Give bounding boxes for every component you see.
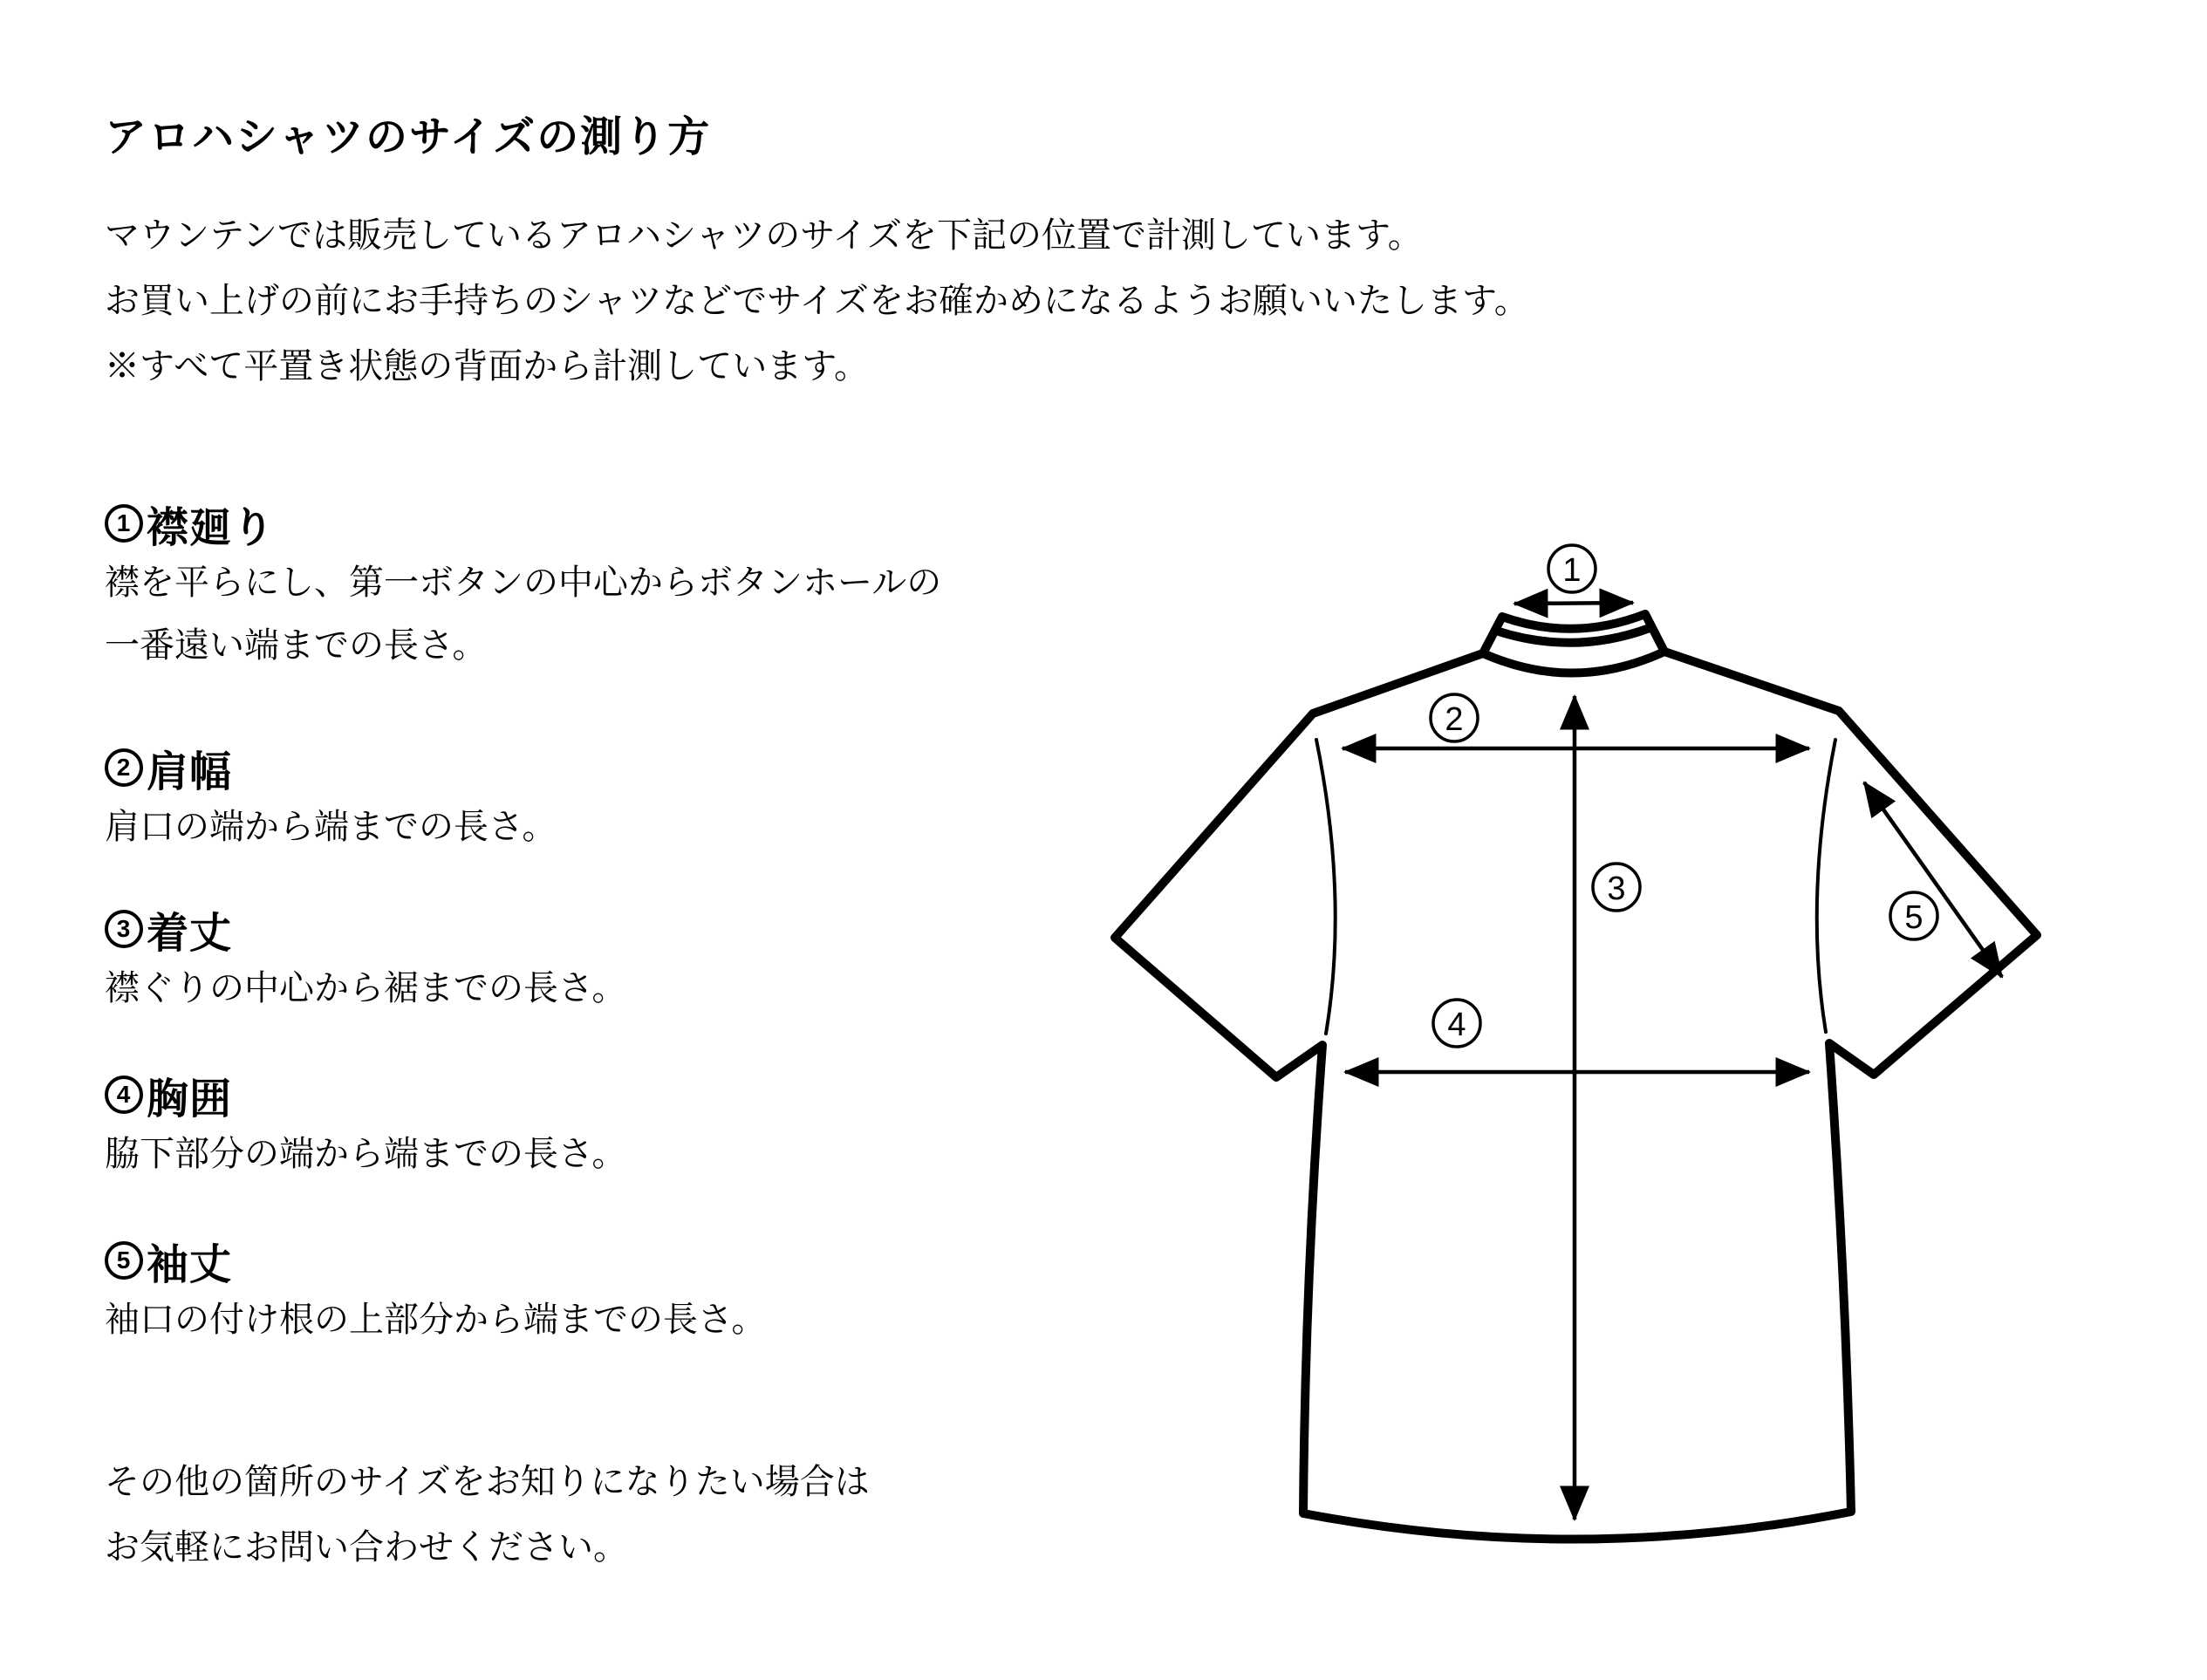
section-heading-text: 肩幅 <box>147 748 233 796</box>
arrow-collar-width <box>1514 603 1633 604</box>
circled-number-4: 4 <box>105 1076 143 1114</box>
measurement-arrows <box>1343 603 2002 1520</box>
circled-number-1: 1 <box>105 504 143 543</box>
section-heading-text: 着丈 <box>147 910 233 957</box>
footer-line-2: お気軽にお問い合わせください。 <box>105 1528 628 1567</box>
label-number: 2 <box>1445 701 1464 738</box>
label-number: 3 <box>1607 871 1626 907</box>
description-line: 脇下部分の端から端までの長さ。 <box>105 1135 627 1173</box>
circled-number-2: 2 <box>105 748 143 787</box>
description-line: 襟ぐりの中心から裾までの長さ。 <box>105 969 627 1007</box>
label-2-shoulder <box>1431 694 1478 741</box>
intro-line-3: ※すべて平置き状態の背面から計測しています。 <box>105 347 869 386</box>
intro-line-2: お買い上げの前にお手持ちのシャツなどでサイズをお確かめになるようお願いいたします。 <box>105 282 1529 320</box>
left-armhole-seam <box>1316 740 1336 1034</box>
label-number: 4 <box>1447 1007 1466 1043</box>
description-line: 一番遠い端までの長さ。 <box>105 626 488 665</box>
section-heading-text: 襟廻り <box>147 504 276 551</box>
section-heading-text: 袖丈 <box>147 1241 233 1288</box>
description-line: 襟を平らにし、第一ボタンの中心からボタンホールの <box>105 563 942 602</box>
circled-number-3: 3 <box>105 910 143 948</box>
right-armhole-seam <box>1817 740 1835 1032</box>
label-1-collar <box>1548 545 1595 592</box>
label-number: 5 <box>1904 899 1923 936</box>
circled-number-5: 5 <box>105 1241 143 1280</box>
label-4-chest <box>1433 1000 1480 1047</box>
footer-line-1: その他の箇所のサイズをお知りになりたい場合は <box>105 1463 870 1501</box>
label-number: 1 <box>1562 552 1582 589</box>
label-5-sleeve <box>1890 892 1937 939</box>
description-line: 袖口の付け根の上部分から端までの長さ。 <box>105 1301 767 1339</box>
section-heading-text: 胸囲 <box>147 1076 233 1123</box>
description-line: 肩口の端から端までの長さ。 <box>105 808 557 846</box>
intro-line-1: マウンテンでは販売しているアロハシャツのサイズを下記の位置で計測しています。 <box>105 216 1423 255</box>
page-title: アロハシャツのサイズの測り方 <box>105 114 712 160</box>
label-3-length <box>1593 864 1640 911</box>
shirt-collar <box>1483 614 1664 673</box>
